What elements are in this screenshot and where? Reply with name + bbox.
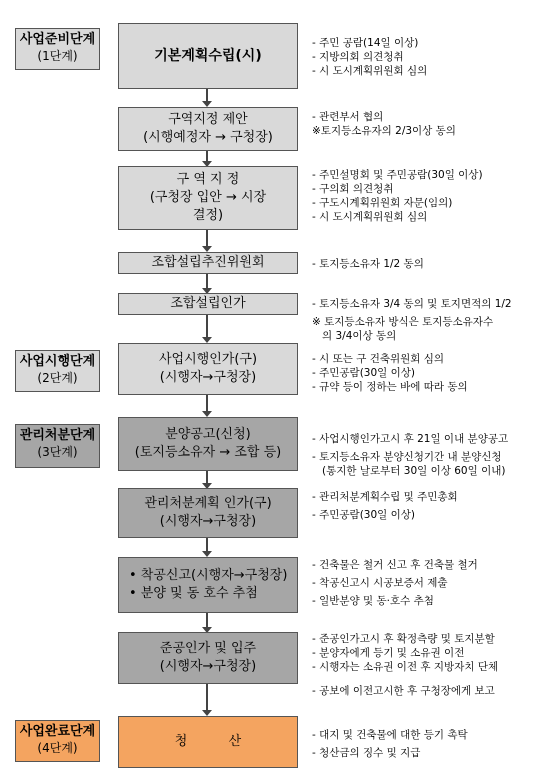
flow-arrow	[206, 395, 208, 411]
note-line: 의 3/4이상 동의	[312, 330, 397, 342]
notes-construction	[312, 558, 547, 608]
note-line: - 구의회 의견청취	[312, 183, 394, 195]
note-line: - 시 또는 구 건축위원회 심의	[312, 353, 445, 365]
step-line: 구 역 지 정	[176, 172, 240, 187]
stage-1-label	[15, 28, 100, 70]
note-line: - 주민공람(30일 이상)	[312, 509, 416, 521]
step-basic-plan	[118, 23, 298, 89]
note-line: - 토지등소유자 1/2 동의	[312, 258, 424, 270]
notes-basic-plan	[312, 36, 547, 78]
note-line: - 토지등소유자 분양신청기간 내 분양신청	[312, 451, 502, 463]
note-line: - 토지등소유자 3/4 동의 및 토지면적의 1/2	[312, 298, 512, 310]
note-line: - 주민설명회 및 주민공람(30일 이상)	[312, 169, 483, 181]
step-line: 사업시행인가(구)	[158, 352, 258, 367]
note-line: - 구도시계획위원회 자문(임의)	[312, 197, 453, 209]
note-line: - 분양자에게 등기 및 소유권 이전	[312, 647, 465, 659]
notes-project-approval	[312, 352, 547, 394]
step-line: 준공인가 및 입주	[159, 641, 257, 656]
note-line: - 규약 등이 정하는 바에 따라 동의	[312, 381, 468, 393]
flow-arrow	[206, 471, 208, 483]
note-line: - 시행자는 소유권 이전 후 지방자치 단체	[312, 661, 499, 673]
step-line: • 분양 및 동 호수 추첨	[129, 586, 258, 601]
step-promotion-committee	[118, 252, 298, 274]
note-line: - 준공인가고시 후 확정측량 및 토지분할	[312, 633, 495, 645]
note-line: - 건축물은 철거 신고 후 건축물 철거	[312, 559, 478, 571]
step-zone-proposal	[118, 107, 298, 151]
note-line: - 대지 및 건축물에 대한 등기 촉탁	[312, 729, 468, 741]
step-sale-notice	[118, 417, 298, 471]
flow-arrow	[206, 274, 208, 288]
notes-zone-proposal	[312, 110, 547, 138]
note-line: - 주민 공람(14일 이상)	[312, 37, 419, 49]
step-line: 청 산	[174, 734, 242, 749]
note-line: ※ 토지등소유자 방식은 토지등소유자수	[312, 316, 494, 328]
notes-promotion-committee	[312, 257, 547, 271]
step-line: (구청장 입안 → 시장	[149, 190, 267, 205]
note-line: - 관련부서 협의	[312, 111, 384, 123]
note-line	[312, 674, 547, 684]
note-line: - 관리처분계획수립 및 주민총회	[312, 491, 458, 503]
step-line: 기본계획수립(시)	[154, 48, 262, 64]
step-union-approval	[118, 293, 298, 315]
stage-title: 사업완료단계	[19, 724, 96, 739]
stage-title: 사업준비단계	[19, 32, 96, 47]
flow-arrow	[206, 684, 208, 710]
stage-sub: (4단계)	[37, 741, 78, 755]
step-liquidation	[118, 716, 298, 768]
notes-sale-notice	[312, 432, 547, 478]
step-line: • 착공신고(시행자→구청장)	[129, 568, 288, 583]
step-line: 조합설립추진위원회	[151, 255, 265, 270]
step-line: 분양공고(신청)	[165, 427, 251, 442]
note-line: ※토지등소유자의 2/3이상 동의	[312, 125, 456, 137]
note-line: - 지방의회 의견청취	[312, 51, 404, 63]
notes-liquidation	[312, 728, 547, 760]
step-line: (시행자→구청장)	[159, 659, 257, 674]
stage-2-label	[15, 350, 100, 392]
step-line: (시행자→구청장)	[159, 370, 257, 385]
step-project-approval	[118, 343, 298, 395]
step-management-plan	[118, 488, 298, 538]
note-line: - 시 도시계획위원회 심의	[312, 65, 428, 77]
note-line: - 청산금의 징수 및 지급	[312, 747, 421, 759]
notes-union-approval	[312, 297, 547, 343]
note-line: - 착공신고시 시공보증서 제출	[312, 577, 448, 589]
step-construction	[118, 557, 298, 613]
notes-management-plan	[312, 490, 547, 522]
step-line: 관리처분계획 인가(구)	[144, 496, 272, 511]
note-line: - 사업시행인가고시 후 21일 이내 분양공고	[312, 433, 509, 445]
note-line: - 주민공람(30일 이상)	[312, 367, 416, 379]
stage-sub: (1단계)	[37, 49, 78, 63]
stage-sub: (3단계)	[37, 445, 78, 459]
step-line: 구역지정 제안	[168, 112, 248, 127]
note-line: - 일반분양 및 동·호수 추첨	[312, 595, 434, 607]
stage-title: 사업시행단계	[19, 354, 96, 369]
step-line: (시행자→구청장)	[159, 514, 257, 529]
stage-title: 관리처분단계	[19, 428, 96, 443]
flow-arrow	[206, 230, 208, 246]
step-line: 조합설립인가	[170, 296, 246, 311]
notes-completion	[312, 632, 547, 698]
flow-arrow	[206, 315, 208, 337]
stage-3-label	[15, 424, 100, 468]
flow-arrow	[206, 613, 208, 627]
flow-arrow	[206, 538, 208, 551]
note-line: - 시 도시계획위원회 심의	[312, 211, 428, 223]
stage-4-label	[15, 720, 100, 762]
step-completion	[118, 632, 298, 684]
flow-arrow	[206, 151, 208, 161]
flow-arrow	[206, 89, 208, 101]
step-line: 결정)	[192, 208, 224, 223]
step-line: (시행예정자 → 구청장)	[143, 130, 273, 145]
note-line: - 공보에 이전고시한 후 구청장에게 보고	[312, 685, 495, 697]
note-line: (통지한 날로부터 30일 이상 60일 이내)	[312, 465, 506, 477]
notes-zone-designation	[312, 168, 547, 224]
step-line: (토지등소유자 → 조합 등)	[134, 445, 282, 460]
stage-sub: (2단계)	[37, 371, 78, 385]
step-zone-designation	[118, 166, 298, 230]
